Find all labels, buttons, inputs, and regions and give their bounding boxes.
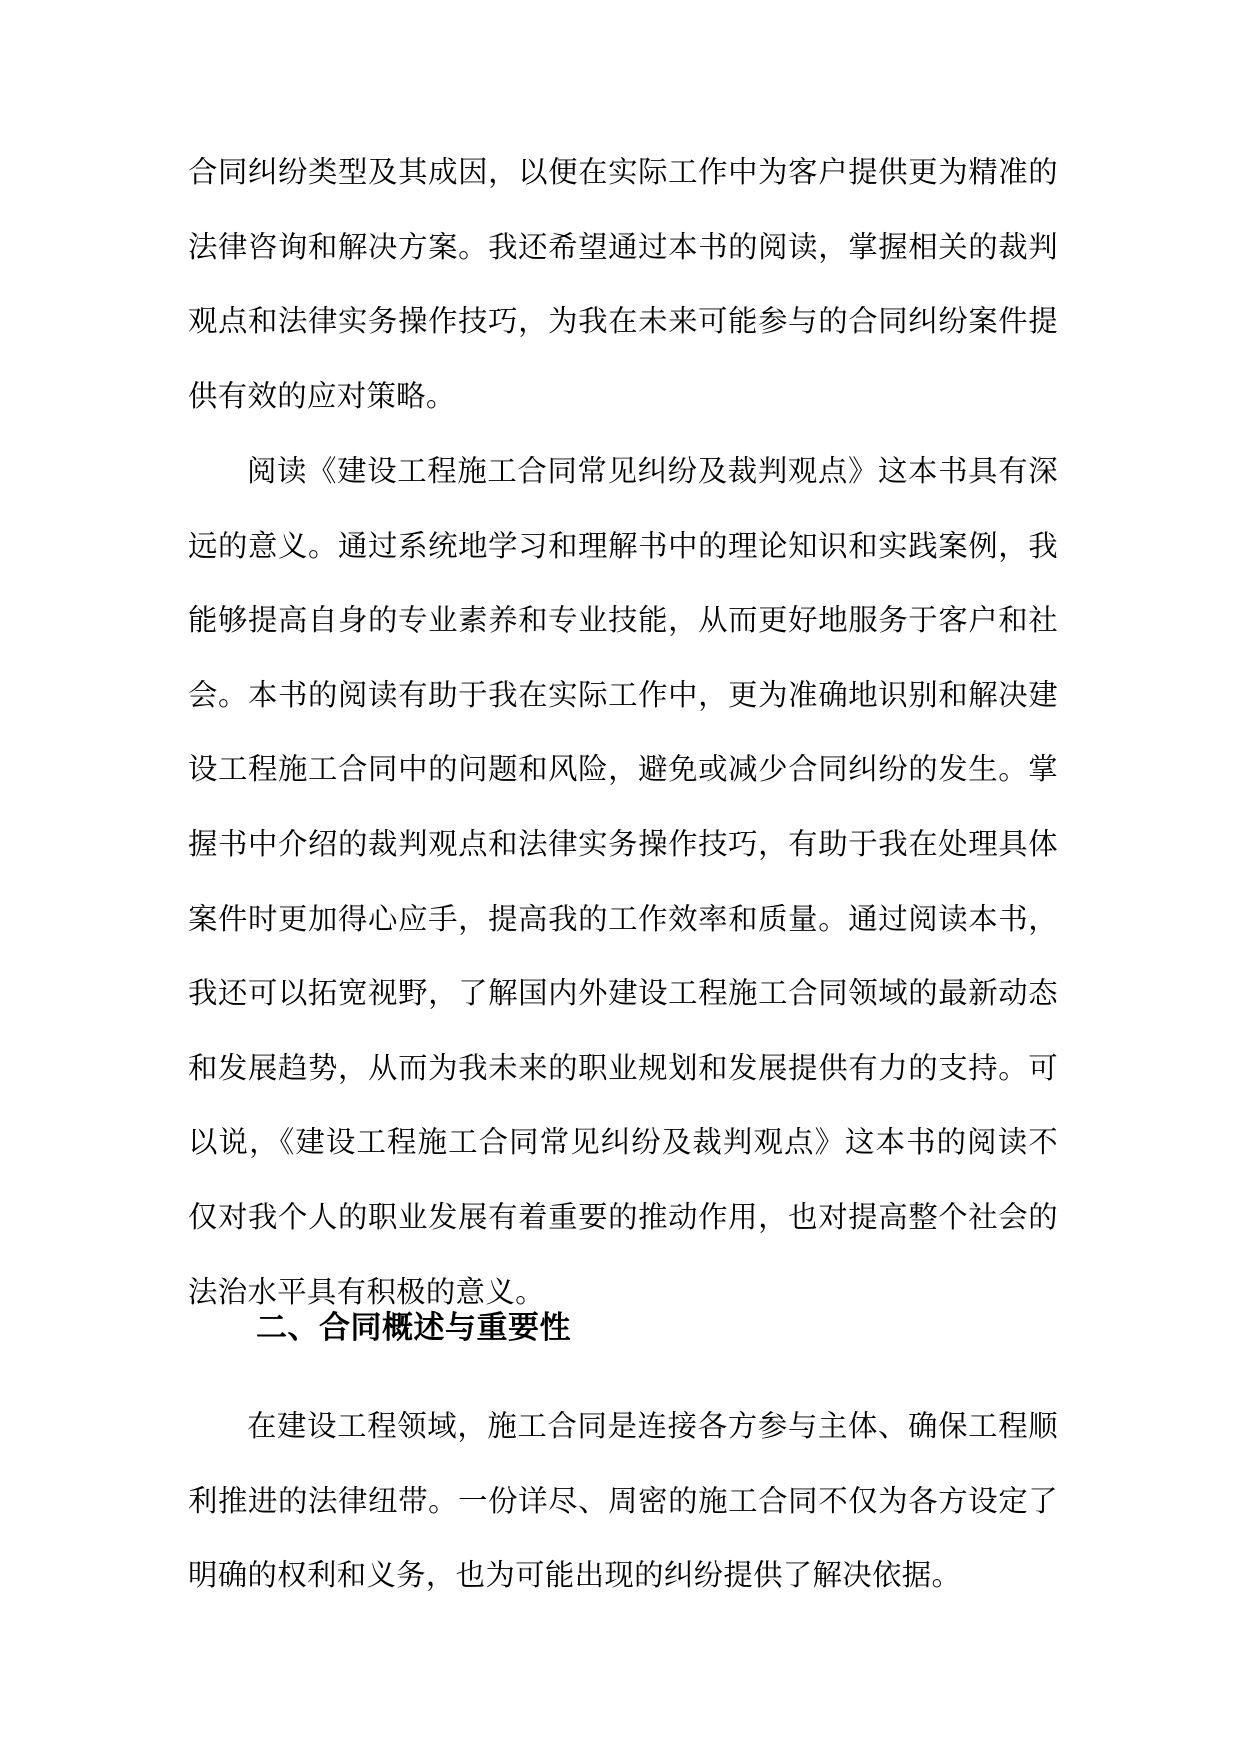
body-paragraph: 合同纠纷类型及其成因，以便在实际工作中为客户提供更为精准的法律咨询和解决方案。我还希望通过本书的阅读，掌握相关的裁判观点和法律实务操作技巧，为我在未来可能参与的合同纠纷案件提供有效的应对策略。 bbox=[188, 155, 1058, 413]
body-paragraph: 在建设工程领域，施工合同是连接各方参与主体、确保工程顺利推进的法律纽带。一份详尽、周密的施工合同不仅为各方设定了明确的权利和义务，也为可能出现的纠纷提供了解决依据。 bbox=[188, 1409, 1058, 1593]
section-heading: 二、合同概述与重要性 bbox=[256, 1310, 571, 1346]
body-paragraph: 阅读《建设工程施工合同常见纠纷及裁判观点》这本书具有深远的意义。通过系统地学习和理解书中的理论知识和实践案例，我能够提高自身的专业素养和专业技能，从而更好地服务于客户和社会。本书的阅读有助于我在实际工作中，更为准确地识别和解决建设工程施工合同中的问题和风险，避免或减少合同纠纷的发生。掌握书中介绍的裁判观点和法律实务操作技巧，有助于我在处理具体案件时更加得心应手，提高我的工作效率和质量。通过阅读本书，我还可以拓宽视野，了解国内外建设工程施工合同领域的最新动态和发展趋势，从而为我未来的职业规划和发展提供有力的支持。可以说，《建设工程施工合同常见纠纷及裁判观点》这本书的阅读不仅对我个人的职业发展有着重要的推动作用，也对提高整个社会的法治水平具有积极的意义。 bbox=[188, 454, 1058, 1309]
